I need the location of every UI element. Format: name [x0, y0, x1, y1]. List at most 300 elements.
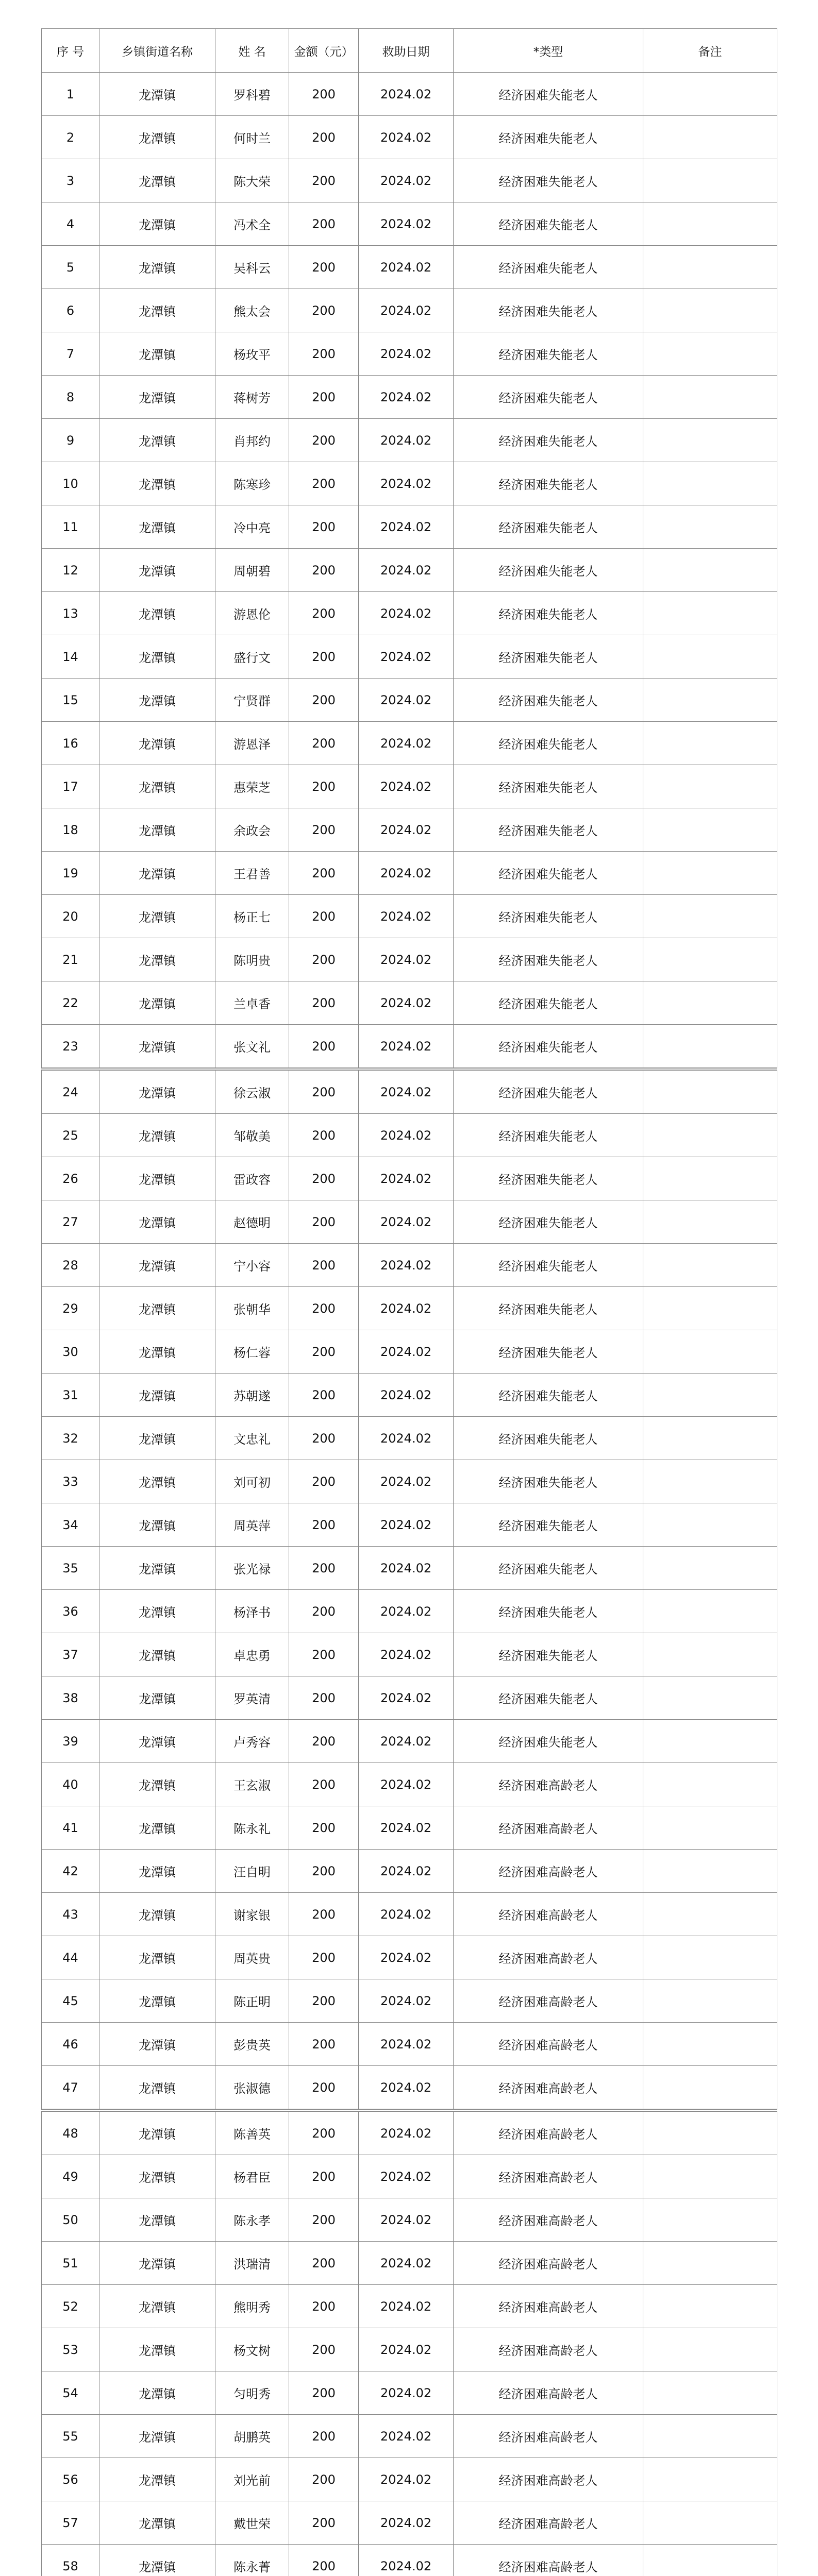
cell-serial-number: 14: [42, 635, 99, 679]
cell-person-name: 罗英清: [215, 1676, 289, 1720]
cell-type: 经济困难失能老人: [454, 1374, 643, 1417]
table-row: [42, 1936, 777, 1979]
cell-type: 经济困难高龄老人: [454, 1806, 643, 1850]
cell-remarks: [643, 1330, 777, 1374]
cell-type: 经济困难失能老人: [454, 1287, 643, 1330]
cell-serial-number: 22: [42, 981, 99, 1025]
table-row: [42, 1763, 777, 1806]
cell-person-name: 杨泽书: [215, 1590, 289, 1633]
cell-type: 经济困难失能老人: [454, 679, 643, 722]
table-row: [42, 1114, 777, 1157]
cell-relief-date: 2024.02: [359, 1503, 454, 1547]
table-row: [42, 1720, 777, 1763]
table-row: [42, 679, 777, 722]
cell-relief-date: 2024.02: [359, 1069, 454, 1114]
cell-serial-number: 38: [42, 1676, 99, 1720]
cell-type: 经济困难高龄老人: [454, 2198, 643, 2242]
cell-relief-date: 2024.02: [359, 765, 454, 808]
cell-remarks: [643, 1633, 777, 1676]
cell-serial-number: 11: [42, 505, 99, 549]
table-row: [42, 1330, 777, 1374]
cell-relief-date: 2024.02: [359, 2066, 454, 2111]
cell-relief-date: 2024.02: [359, 2328, 454, 2371]
cell-type: 经济困难失能老人: [454, 1547, 643, 1590]
cell-person-name: 王玄淑: [215, 1763, 289, 1806]
table-row: [42, 246, 777, 289]
cell-serial-number: 7: [42, 332, 99, 376]
cell-relief-date: 2024.02: [359, 895, 454, 938]
cell-serial-number: 53: [42, 2328, 99, 2371]
cell-amount: 200: [289, 376, 359, 419]
cell-township-name: 龙潭镇: [99, 1806, 215, 1850]
cell-amount: 200: [289, 592, 359, 635]
cell-relief-date: 2024.02: [359, 1806, 454, 1850]
cell-person-name: 蒋树芳: [215, 376, 289, 419]
cell-remarks: [643, 2458, 777, 2501]
cell-type: 经济困难高龄老人: [454, 2110, 643, 2155]
cell-township-name: 龙潭镇: [99, 1200, 215, 1244]
cell-serial-number: 35: [42, 1547, 99, 1590]
cell-township-name: 龙潭镇: [99, 679, 215, 722]
cell-serial-number: 12: [42, 549, 99, 592]
cell-amount: 200: [289, 2545, 359, 2576]
table-row: [42, 2415, 777, 2458]
cell-amount: 200: [289, 679, 359, 722]
cell-person-name: 何时兰: [215, 116, 289, 159]
cell-township-name: 龙潭镇: [99, 1460, 215, 1503]
cell-relief-date: 2024.02: [359, 549, 454, 592]
cell-remarks: [643, 679, 777, 722]
cell-amount: 200: [289, 1114, 359, 1157]
cell-person-name: 谢家银: [215, 1893, 289, 1936]
table-row: [42, 895, 777, 938]
cell-person-name: 杨文树: [215, 2328, 289, 2371]
cell-remarks: [643, 376, 777, 419]
cell-type: 经济困难高龄老人: [454, 2023, 643, 2066]
cell-person-name: 汪自明: [215, 1850, 289, 1893]
cell-type: 经济困难失能老人: [454, 1676, 643, 1720]
cell-relief-date: 2024.02: [359, 1114, 454, 1157]
cell-relief-date: 2024.02: [359, 635, 454, 679]
cell-remarks: [643, 1114, 777, 1157]
cell-type: 经济困难失能老人: [454, 1025, 643, 1070]
cell-remarks: [643, 505, 777, 549]
cell-person-name: 熊明秀: [215, 2285, 289, 2328]
cell-amount: 200: [289, 2198, 359, 2242]
cell-remarks: [643, 1850, 777, 1893]
cell-type: 经济困难失能老人: [454, 1720, 643, 1763]
cell-serial-number: 8: [42, 376, 99, 419]
cell-remarks: [643, 1936, 777, 1979]
cell-serial-number: 5: [42, 246, 99, 289]
cell-remarks: [643, 981, 777, 1025]
cell-serial-number: 3: [42, 159, 99, 202]
cell-township-name: 龙潭镇: [99, 73, 215, 116]
cell-type: 经济困难失能老人: [454, 1330, 643, 1374]
relief-roster-table: [41, 28, 777, 2576]
cell-type: 经济困难高龄老人: [454, 2285, 643, 2328]
cell-remarks: [643, 2110, 777, 2155]
table-row: [42, 1287, 777, 1330]
cell-township-name: 龙潭镇: [99, 765, 215, 808]
cell-type: 经济困难失能老人: [454, 1590, 643, 1633]
cell-remarks: [643, 2285, 777, 2328]
cell-remarks: [643, 1979, 777, 2023]
cell-person-name: 周英萍: [215, 1503, 289, 1547]
cell-amount: 200: [289, 1720, 359, 1763]
table-row: [42, 2110, 777, 2155]
cell-type: 经济困难高龄老人: [454, 2545, 643, 2576]
cell-remarks: [643, 2415, 777, 2458]
cell-person-name: 彭贵英: [215, 2023, 289, 2066]
cell-amount: 200: [289, 2023, 359, 2066]
cell-remarks: [643, 116, 777, 159]
cell-serial-number: 20: [42, 895, 99, 938]
cell-serial-number: 41: [42, 1806, 99, 1850]
cell-serial-number: 32: [42, 1417, 99, 1460]
table-row: [42, 635, 777, 679]
cell-amount: 200: [289, 1763, 359, 1806]
cell-serial-number: 40: [42, 1763, 99, 1806]
table-row: [42, 1893, 777, 1936]
cell-amount: 200: [289, 1460, 359, 1503]
cell-relief-date: 2024.02: [359, 808, 454, 852]
relief-roster-sheet: [41, 28, 777, 2576]
cell-relief-date: 2024.02: [359, 1893, 454, 1936]
cell-serial-number: 52: [42, 2285, 99, 2328]
cell-township-name: 龙潭镇: [99, 2371, 215, 2415]
table-row: [42, 1590, 777, 1633]
table-row: [42, 1157, 777, 1200]
table-row: [42, 765, 777, 808]
header-amount: 金额（元）: [289, 29, 359, 73]
cell-serial-number: 16: [42, 722, 99, 765]
cell-serial-number: 48: [42, 2110, 99, 2155]
cell-township-name: 龙潭镇: [99, 2066, 215, 2111]
cell-remarks: [643, 1417, 777, 1460]
cell-person-name: 张淑德: [215, 2066, 289, 2111]
cell-relief-date: 2024.02: [359, 2501, 454, 2545]
cell-remarks: [643, 2066, 777, 2111]
cell-township-name: 龙潭镇: [99, 2501, 215, 2545]
roster-body: [42, 73, 777, 2576]
cell-remarks: [643, 549, 777, 592]
table-row: [42, 1460, 777, 1503]
cell-type: 经济困难失能老人: [454, 1244, 643, 1287]
table-row: [42, 1633, 777, 1676]
cell-amount: 200: [289, 1069, 359, 1114]
cell-remarks: [643, 808, 777, 852]
cell-relief-date: 2024.02: [359, 2415, 454, 2458]
cell-amount: 200: [289, 1936, 359, 1979]
cell-township-name: 龙潭镇: [99, 1374, 215, 1417]
cell-remarks: [643, 1547, 777, 1590]
cell-person-name: 陈永孝: [215, 2198, 289, 2242]
cell-type: 经济困难失能老人: [454, 1157, 643, 1200]
cell-type: 经济困难失能老人: [454, 116, 643, 159]
cell-amount: 200: [289, 2415, 359, 2458]
cell-amount: 200: [289, 462, 359, 505]
cell-amount: 200: [289, 549, 359, 592]
cell-person-name: 雷政容: [215, 1157, 289, 1200]
cell-relief-date: 2024.02: [359, 1287, 454, 1330]
table-row: [42, 289, 777, 332]
cell-serial-number: 18: [42, 808, 99, 852]
cell-remarks: [643, 1244, 777, 1287]
cell-relief-date: 2024.02: [359, 1330, 454, 1374]
cell-relief-date: 2024.02: [359, 2023, 454, 2066]
cell-person-name: 刘可初: [215, 1460, 289, 1503]
cell-person-name: 宁小容: [215, 1244, 289, 1287]
cell-person-name: 肖邦约: [215, 419, 289, 462]
cell-type: 经济困难高龄老人: [454, 2501, 643, 2545]
cell-type: 经济困难失能老人: [454, 1503, 643, 1547]
table-row: [42, 808, 777, 852]
cell-amount: 200: [289, 1025, 359, 1070]
cell-relief-date: 2024.02: [359, 1157, 454, 1200]
cell-remarks: [643, 1806, 777, 1850]
cell-person-name: 冷中亮: [215, 505, 289, 549]
cell-amount: 200: [289, 246, 359, 289]
cell-person-name: 陈永菁: [215, 2545, 289, 2576]
cell-remarks: [643, 2501, 777, 2545]
cell-person-name: 游恩伦: [215, 592, 289, 635]
table-row: [42, 2066, 777, 2111]
cell-serial-number: 51: [42, 2242, 99, 2285]
cell-amount: 200: [289, 289, 359, 332]
cell-relief-date: 2024.02: [359, 2242, 454, 2285]
cell-amount: 200: [289, 1374, 359, 1417]
cell-person-name: 邹敬美: [215, 1114, 289, 1157]
table-row: [42, 1025, 777, 1070]
table-row: [42, 505, 777, 549]
cell-relief-date: 2024.02: [359, 1850, 454, 1893]
cell-serial-number: 37: [42, 1633, 99, 1676]
cell-relief-date: 2024.02: [359, 419, 454, 462]
cell-serial-number: 25: [42, 1114, 99, 1157]
table-row: [42, 1979, 777, 2023]
cell-township-name: 龙潭镇: [99, 1114, 215, 1157]
cell-type: 经济困难失能老人: [454, 1114, 643, 1157]
cell-relief-date: 2024.02: [359, 1547, 454, 1590]
cell-serial-number: 29: [42, 1287, 99, 1330]
cell-relief-date: 2024.02: [359, 1590, 454, 1633]
cell-person-name: 戴世荣: [215, 2501, 289, 2545]
table-row: [42, 1676, 777, 1720]
table-row: [42, 1244, 777, 1287]
cell-relief-date: 2024.02: [359, 2110, 454, 2155]
cell-township-name: 龙潭镇: [99, 808, 215, 852]
cell-serial-number: 57: [42, 2501, 99, 2545]
cell-remarks: [643, 1025, 777, 1070]
table-row: [42, 549, 777, 592]
cell-serial-number: 36: [42, 1590, 99, 1633]
header-serial-number: 序 号: [42, 29, 99, 73]
header-person-name: 姓 名: [215, 29, 289, 73]
cell-relief-date: 2024.02: [359, 73, 454, 116]
cell-amount: 200: [289, 1590, 359, 1633]
cell-township-name: 龙潭镇: [99, 1025, 215, 1070]
table-row: [42, 2501, 777, 2545]
cell-remarks: [643, 1763, 777, 1806]
cell-relief-date: 2024.02: [359, 246, 454, 289]
cell-remarks: [643, 1893, 777, 1936]
cell-type: 经济困难高龄老人: [454, 2155, 643, 2198]
cell-township-name: 龙潭镇: [99, 376, 215, 419]
cell-serial-number: 56: [42, 2458, 99, 2501]
cell-township-name: 龙潭镇: [99, 462, 215, 505]
cell-type: 经济困难失能老人: [454, 376, 643, 419]
cell-person-name: 刘光前: [215, 2458, 289, 2501]
cell-type: 经济困难高龄老人: [454, 2415, 643, 2458]
cell-serial-number: 21: [42, 938, 99, 981]
cell-person-name: 苏朝遂: [215, 1374, 289, 1417]
cell-remarks: [643, 73, 777, 116]
cell-serial-number: 13: [42, 592, 99, 635]
cell-person-name: 赵德明: [215, 1200, 289, 1244]
cell-relief-date: 2024.02: [359, 462, 454, 505]
cell-person-name: 张文礼: [215, 1025, 289, 1070]
cell-amount: 200: [289, 419, 359, 462]
cell-type: 经济困难高龄老人: [454, 1979, 643, 2023]
cell-remarks: [643, 895, 777, 938]
cell-serial-number: 46: [42, 2023, 99, 2066]
cell-township-name: 龙潭镇: [99, 1850, 215, 1893]
cell-relief-date: 2024.02: [359, 289, 454, 332]
cell-serial-number: 23: [42, 1025, 99, 1070]
cell-township-name: 龙潭镇: [99, 159, 215, 202]
table-row: [42, 722, 777, 765]
cell-amount: 200: [289, 2501, 359, 2545]
cell-township-name: 龙潭镇: [99, 1547, 215, 1590]
cell-serial-number: 39: [42, 1720, 99, 1763]
cell-person-name: 罗科碧: [215, 73, 289, 116]
cell-relief-date: 2024.02: [359, 1633, 454, 1676]
cell-township-name: 龙潭镇: [99, 1676, 215, 1720]
cell-amount: 200: [289, 2458, 359, 2501]
cell-amount: 200: [289, 1244, 359, 1287]
cell-person-name: 陈寒珍: [215, 462, 289, 505]
cell-person-name: 陈明贵: [215, 938, 289, 981]
table-row: [42, 852, 777, 895]
cell-relief-date: 2024.02: [359, 679, 454, 722]
cell-remarks: [643, 1287, 777, 1330]
cell-type: 经济困难失能老人: [454, 332, 643, 376]
cell-remarks: [643, 332, 777, 376]
cell-person-name: 王君善: [215, 852, 289, 895]
cell-amount: 200: [289, 1157, 359, 1200]
cell-person-name: 陈大荣: [215, 159, 289, 202]
cell-township-name: 龙潭镇: [99, 1244, 215, 1287]
cell-amount: 200: [289, 981, 359, 1025]
table-row: [42, 2023, 777, 2066]
table-row: [42, 116, 777, 159]
cell-relief-date: 2024.02: [359, 1720, 454, 1763]
cell-type: 经济困难失能老人: [454, 549, 643, 592]
cell-person-name: 张朝华: [215, 1287, 289, 1330]
cell-person-name: 杨君臣: [215, 2155, 289, 2198]
table-row: [42, 419, 777, 462]
cell-relief-date: 2024.02: [359, 116, 454, 159]
header-relief-date: 救助日期: [359, 29, 454, 73]
cell-township-name: 龙潭镇: [99, 2110, 215, 2155]
cell-amount: 200: [289, 1417, 359, 1460]
cell-relief-date: 2024.02: [359, 2285, 454, 2328]
cell-amount: 200: [289, 2110, 359, 2155]
cell-type: 经济困难失能老人: [454, 505, 643, 549]
cell-type: 经济困难失能老人: [454, 938, 643, 981]
cell-amount: 200: [289, 635, 359, 679]
table-row: [42, 73, 777, 116]
cell-amount: 200: [289, 2328, 359, 2371]
cell-type: 经济困难失能老人: [454, 981, 643, 1025]
cell-amount: 200: [289, 202, 359, 246]
table-row: [42, 2458, 777, 2501]
cell-serial-number: 27: [42, 1200, 99, 1244]
cell-amount: 200: [289, 2371, 359, 2415]
cell-serial-number: 50: [42, 2198, 99, 2242]
cell-remarks: [643, 2242, 777, 2285]
cell-remarks: [643, 722, 777, 765]
cell-type: 经济困难高龄老人: [454, 2371, 643, 2415]
cell-relief-date: 2024.02: [359, 159, 454, 202]
table-row: [42, 1069, 777, 1114]
cell-township-name: 龙潭镇: [99, 116, 215, 159]
table-row: [42, 1850, 777, 1893]
table-row: [42, 2328, 777, 2371]
cell-relief-date: 2024.02: [359, 1374, 454, 1417]
cell-amount: 200: [289, 1979, 359, 2023]
cell-remarks: [643, 1200, 777, 1244]
cell-remarks: [643, 2155, 777, 2198]
table-row: [42, 202, 777, 246]
cell-person-name: 周朝碧: [215, 549, 289, 592]
cell-serial-number: 31: [42, 1374, 99, 1417]
cell-type: 经济困难高龄老人: [454, 2458, 643, 2501]
cell-township-name: 龙潭镇: [99, 202, 215, 246]
cell-township-name: 龙潭镇: [99, 1417, 215, 1460]
cell-serial-number: 28: [42, 1244, 99, 1287]
cell-person-name: 文忠礼: [215, 1417, 289, 1460]
cell-remarks: [643, 2023, 777, 2066]
cell-relief-date: 2024.02: [359, 376, 454, 419]
cell-person-name: 陈善英: [215, 2110, 289, 2155]
cell-relief-date: 2024.02: [359, 1460, 454, 1503]
table-row: [42, 592, 777, 635]
cell-serial-number: 58: [42, 2545, 99, 2576]
cell-amount: 200: [289, 1503, 359, 1547]
cell-remarks: [643, 419, 777, 462]
cell-remarks: [643, 2545, 777, 2576]
table-row: [42, 2285, 777, 2328]
cell-person-name: 胡鹏英: [215, 2415, 289, 2458]
cell-serial-number: 2: [42, 116, 99, 159]
cell-township-name: 龙潭镇: [99, 981, 215, 1025]
cell-relief-date: 2024.02: [359, 1244, 454, 1287]
cell-type: 经济困难失能老人: [454, 635, 643, 679]
cell-type: 经济困难失能老人: [454, 722, 643, 765]
cell-relief-date: 2024.02: [359, 2458, 454, 2501]
cell-type: 经济困难失能老人: [454, 246, 643, 289]
cell-township-name: 龙潭镇: [99, 289, 215, 332]
cell-relief-date: 2024.02: [359, 938, 454, 981]
cell-person-name: 盛行文: [215, 635, 289, 679]
cell-amount: 200: [289, 765, 359, 808]
cell-serial-number: 30: [42, 1330, 99, 1374]
cell-person-name: 杨仁蓉: [215, 1330, 289, 1374]
cell-township-name: 龙潭镇: [99, 1633, 215, 1676]
cell-remarks: [643, 2198, 777, 2242]
